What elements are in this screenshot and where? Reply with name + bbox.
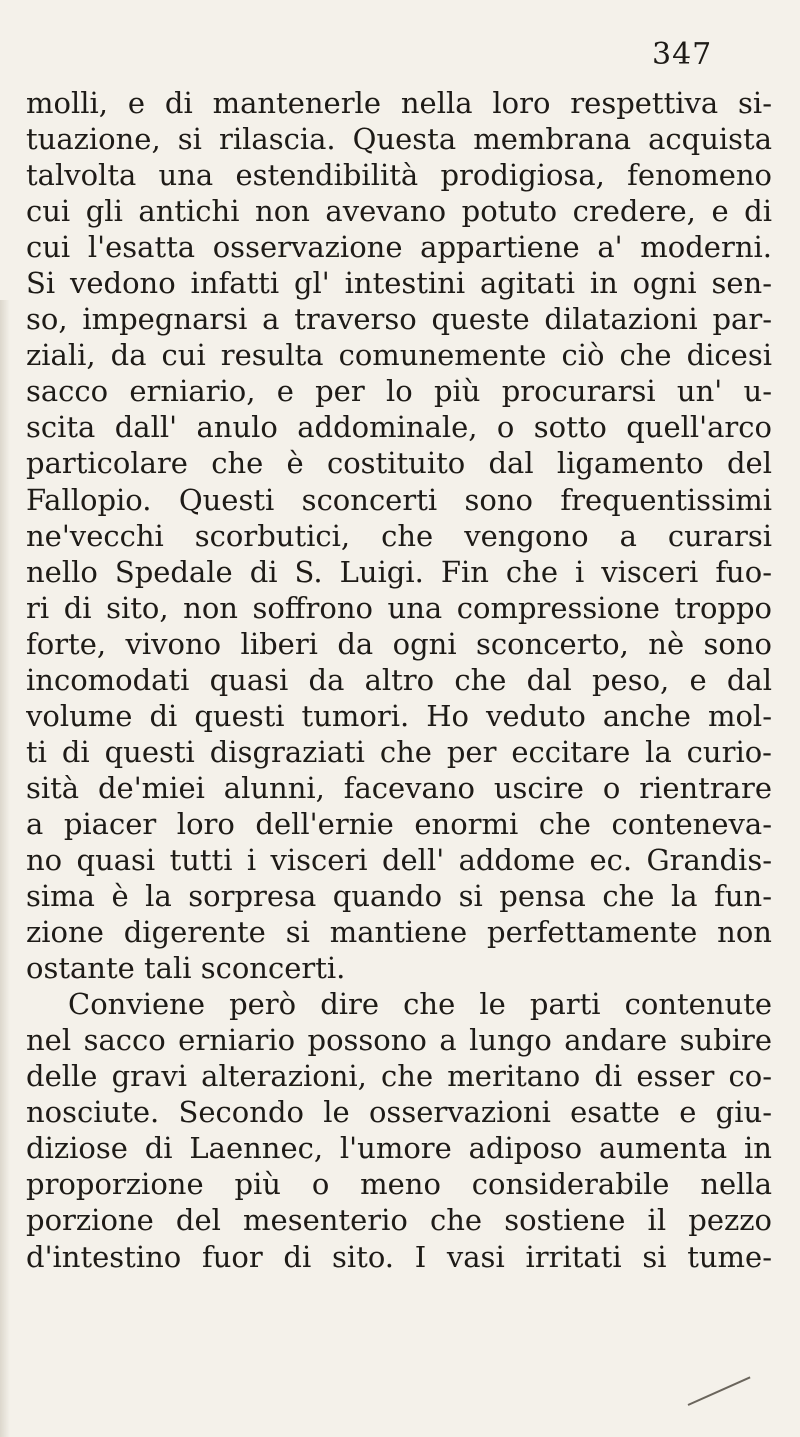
text-line: Conviene però dire che le parti contenute (68, 987, 772, 1022)
body-text (26, 85, 772, 1275)
text-line: sacco erniario, e per lo più procurarsi un' u- (26, 374, 772, 409)
pencil-stroke-mark (688, 1376, 751, 1405)
text-line: sità de'miei alunni, facevano uscire o rientrare (26, 770, 772, 805)
text-line: ziali, da cui resulta comunemente ciò che dicesi (26, 338, 772, 373)
text-line: porzione del mesenterio che sostiene il pezzo (26, 1203, 772, 1238)
text-line: a piacer loro dell'ernie enormi che conteneva- (26, 806, 772, 841)
text-line: d'intestino fuor di sito. I vasi irritati si tume- (26, 1239, 772, 1274)
page-number: 347 (652, 37, 713, 72)
text-line: nello Spedale di S. Luigi. Fin che i visceri fuo- (26, 554, 772, 589)
text-line: zione digerente si mantiene perfettamente non (26, 915, 772, 950)
text-line: talvolta una estendibilità prodigiosa, fenomeno (26, 158, 772, 193)
text-line: particolare che è costituito dal ligamento del (26, 446, 772, 481)
text-line: cui l'esatta osservazione appartiene a' moderni. (26, 230, 772, 265)
text-line: ostante tali sconcerti. (26, 951, 346, 986)
text-line: diziose di Laennec, l'umore adiposo aumenta in (26, 1131, 772, 1166)
text-line: nel sacco erniario possono a lungo andare subire (26, 1023, 772, 1058)
text-line: delle gravi alterazioni, che meritano di esser co- (26, 1059, 772, 1094)
text-line: so, impegnarsi a traverso queste dilatazioni par- (26, 302, 772, 337)
text-line: nosciute. Secondo le osservazioni esatte e giu- (26, 1095, 772, 1130)
text-line: ne'vecchi scorbutici, che vengono a curarsi (26, 518, 772, 553)
text-line: tuazione, si rilascia. Questa membrana acquista (26, 122, 772, 157)
text-line: cui gli antichi non avevano potuto credere, e di (26, 194, 772, 229)
text-line: ri di sito, non soffrono una compressione troppo (26, 590, 772, 625)
text-line: proporzione più o meno considerabile nella (26, 1167, 772, 1202)
page-gutter-shadow (0, 300, 10, 1437)
text-line: sima è la sorpresa quando si pensa che la fun- (26, 879, 772, 914)
text-line: Fallopio. Questi sconcerti sono frequentissimi (26, 482, 772, 517)
text-line: ti di questi disgraziati che per eccitare la curio- (26, 734, 772, 769)
text-line: incomodati quasi da altro che dal peso, e dal (26, 662, 772, 697)
text-line: molli, e di mantenerle nella loro respettiva si- (26, 86, 772, 120)
text-line: forte, vivono liberi da ogni sconcerto, nè sono (26, 626, 772, 661)
text-line: scita dall' anulo addominale, o sotto quell'arco (26, 410, 772, 445)
text-line: no quasi tutti i visceri dell' addome ec. Grandis- (26, 842, 772, 877)
text-line: volume di questi tumori. Ho veduto anche mol- (26, 698, 772, 733)
text-line: Si vedono infatti gl' intestini agitati in ogni sen- (26, 266, 772, 301)
